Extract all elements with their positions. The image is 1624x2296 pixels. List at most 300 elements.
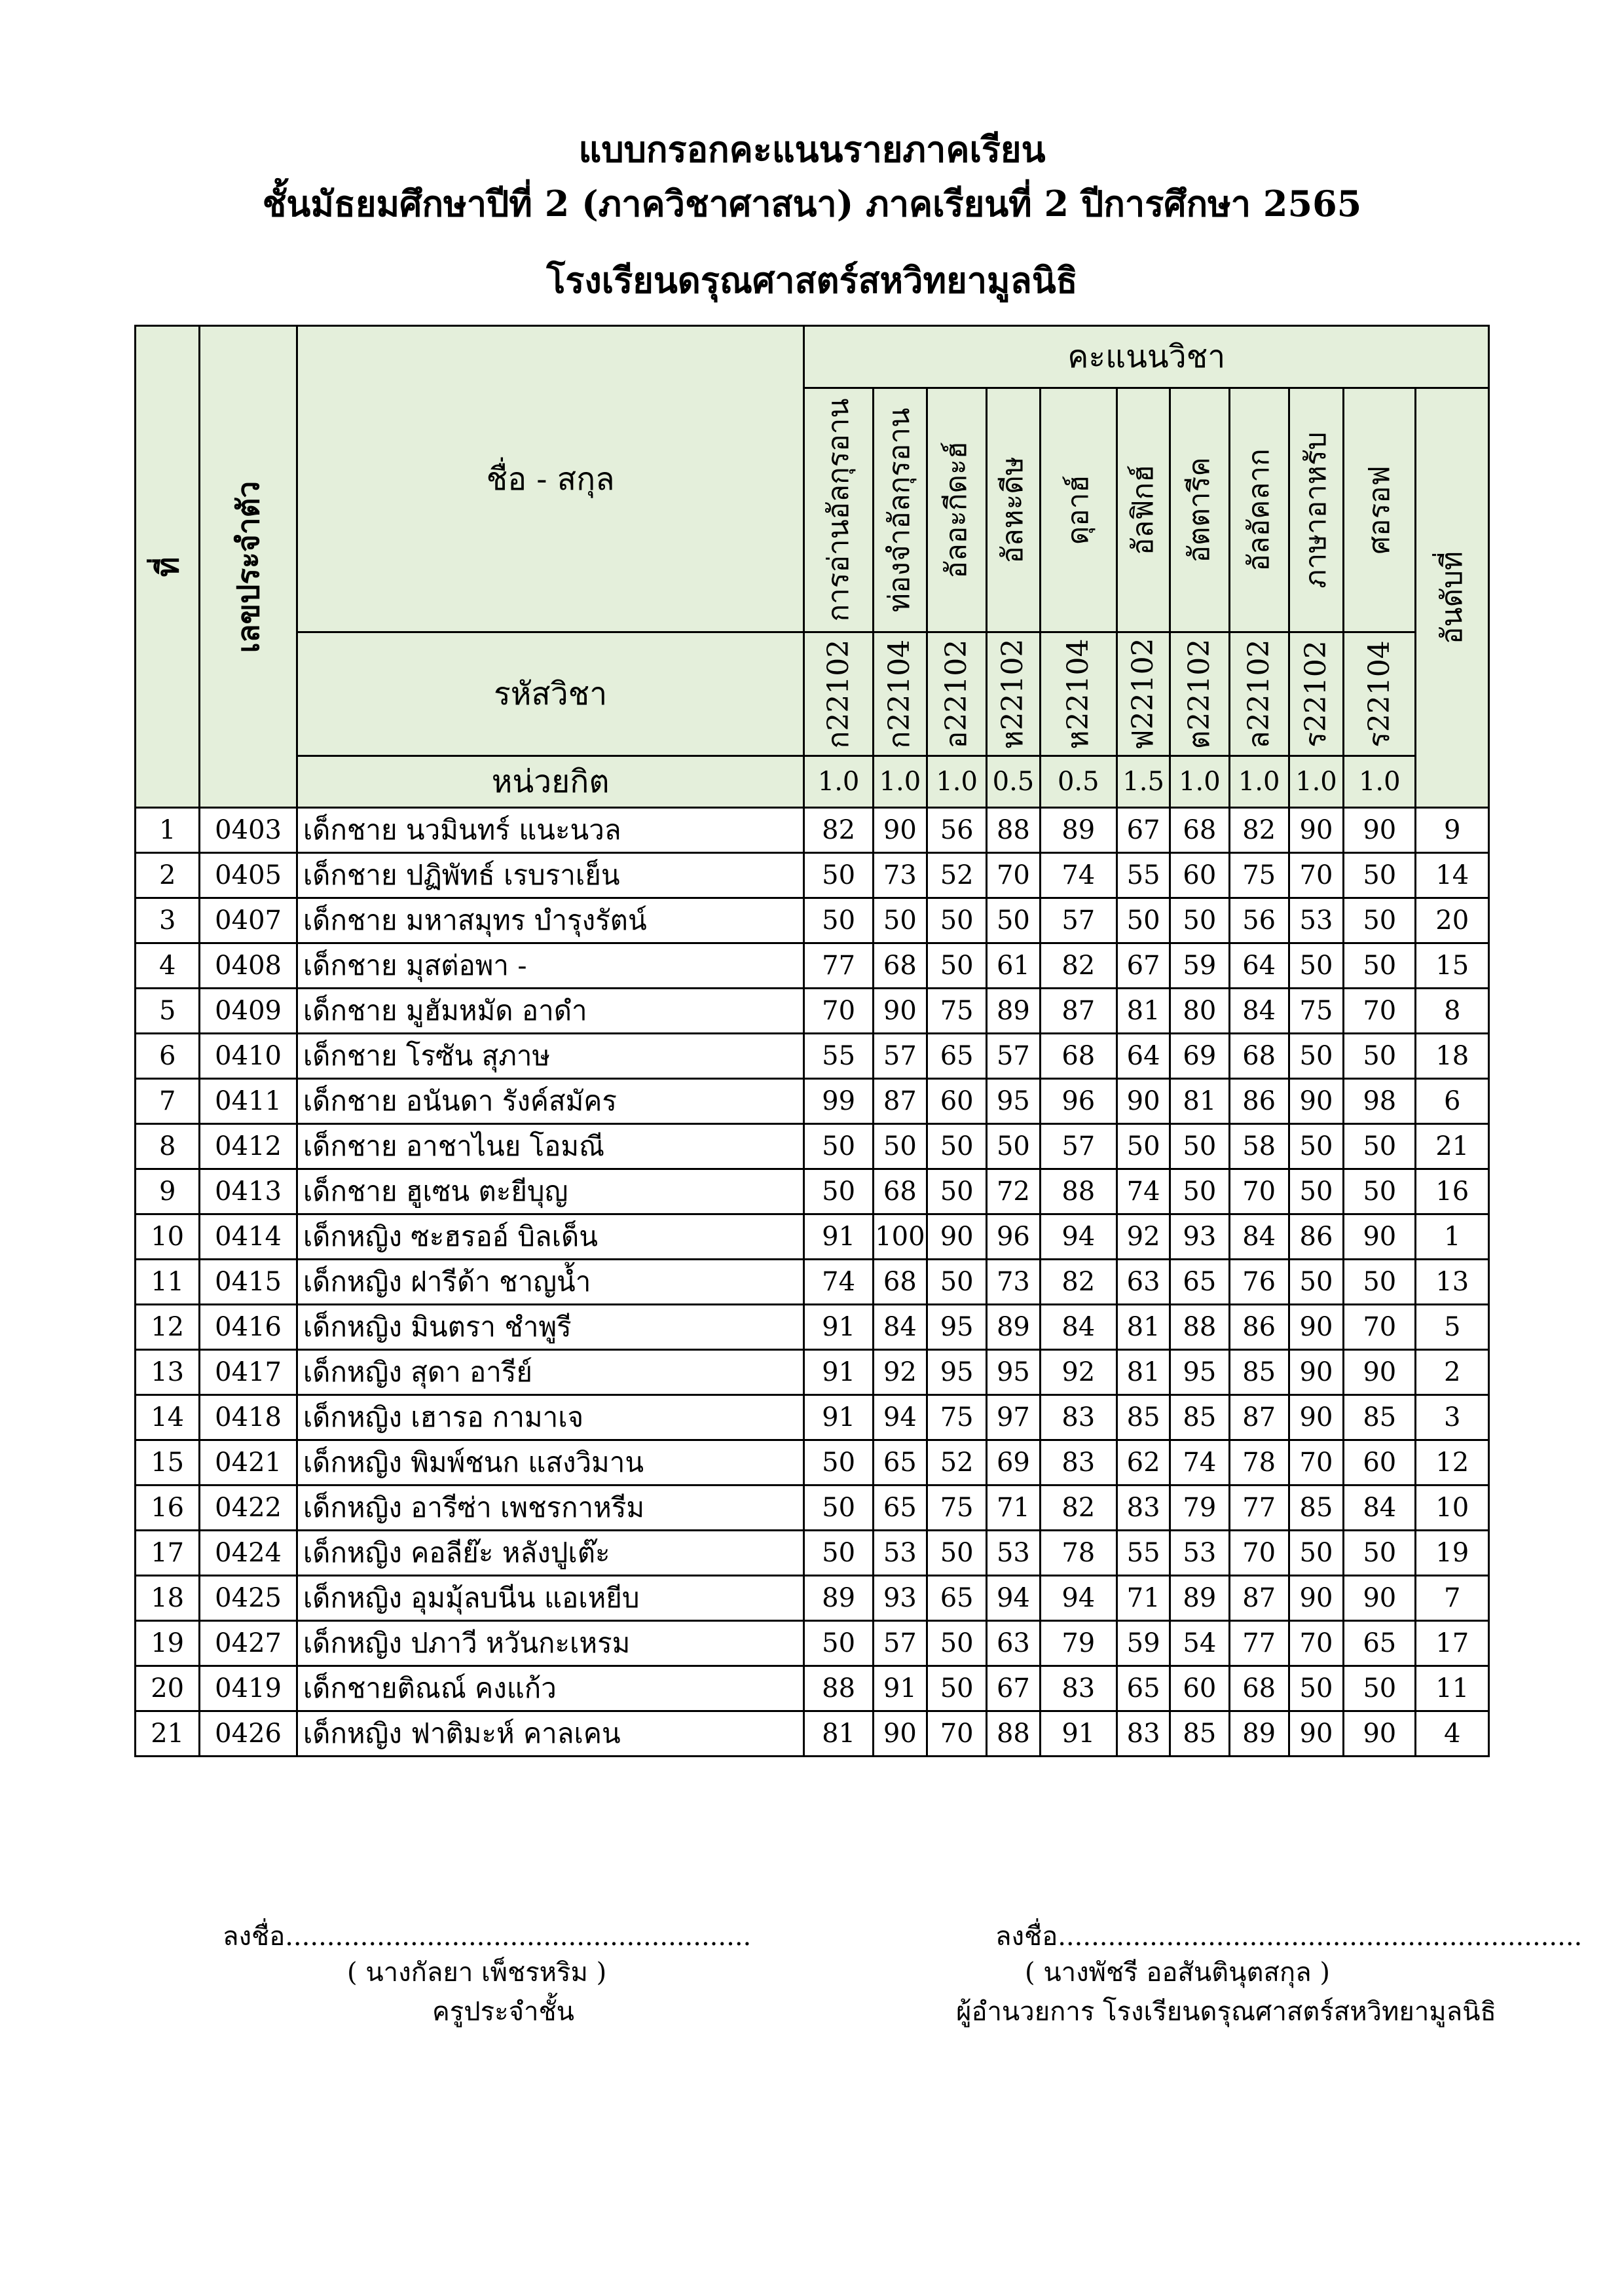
table-row <box>136 1214 1489 1260</box>
score-cell: 81 <box>1170 1079 1229 1124</box>
score-cell: 90 <box>1344 1214 1416 1260</box>
score-cell: 84 <box>1344 1485 1416 1531</box>
score-cell: 90 <box>873 808 927 853</box>
row-no: 8 <box>136 1124 200 1169</box>
score-cell: 84 <box>1040 1305 1116 1350</box>
subject-code-cell <box>1116 632 1170 756</box>
subject-code: ฟ22102 <box>1126 638 1160 750</box>
subject-credit: 1.0 <box>1229 756 1289 808</box>
score-cell: 79 <box>1040 1621 1116 1666</box>
rank-cell: 16 <box>1416 1169 1489 1214</box>
score-cell: 89 <box>987 1305 1040 1350</box>
rank-cell: 6 <box>1416 1079 1489 1124</box>
rank-cell: 17 <box>1416 1621 1489 1666</box>
student-id: 0403 <box>200 808 297 853</box>
score-cell: 88 <box>1170 1305 1229 1350</box>
score-cell: 70 <box>1229 1169 1289 1214</box>
student-name: เด็กชายติณณ์ คงแก้ว <box>297 1666 804 1711</box>
score-cell: 50 <box>1344 1531 1416 1576</box>
row-no: 20 <box>136 1666 200 1711</box>
credit-label: หน่วยกิต <box>297 756 804 808</box>
score-cell: 50 <box>804 1124 873 1169</box>
score-cell: 83 <box>1040 1395 1116 1440</box>
table-row <box>136 1034 1489 1079</box>
score-cell: 65 <box>1116 1666 1170 1711</box>
score-cell: 90 <box>1289 808 1343 853</box>
row-no: 6 <box>136 1034 200 1079</box>
score-cell: 50 <box>1289 1531 1343 1576</box>
student-id: 0417 <box>200 1350 297 1395</box>
student-id: 0405 <box>200 853 297 898</box>
score-cell: 50 <box>804 1440 873 1485</box>
score-cell: 92 <box>1040 1350 1116 1395</box>
score-cell: 90 <box>1344 808 1416 853</box>
score-cell: 50 <box>927 898 987 943</box>
rank-cell: 21 <box>1416 1124 1489 1169</box>
score-cell: 55 <box>804 1034 873 1079</box>
score-cell: 95 <box>987 1079 1040 1124</box>
header-no <box>136 326 200 808</box>
score-cell: 91 <box>1040 1711 1116 1757</box>
score-cell: 67 <box>987 1666 1040 1711</box>
student-id: 0414 <box>200 1214 297 1260</box>
student-id: 0426 <box>200 1711 297 1757</box>
score-cell: 70 <box>1289 1621 1343 1666</box>
subject-code: ก22104 <box>883 639 917 749</box>
header-name: ชื่อ - สกุล <box>297 326 804 632</box>
student-name: เด็กชาย มหาสมุทร บำรุงรัตน์ <box>297 898 804 943</box>
subject-credit: 1.0 <box>1344 756 1416 808</box>
score-cell: 87 <box>1229 1395 1289 1440</box>
score-cell: 86 <box>1289 1214 1343 1260</box>
subject-credit: 0.5 <box>987 756 1040 808</box>
score-cell: 90 <box>873 1711 927 1757</box>
score-cell: 87 <box>1040 989 1116 1034</box>
subject-name-cell <box>927 388 987 632</box>
subject-name-cell <box>1040 388 1116 632</box>
student-name: เด็กหญิง พิมพ์ชนก แสงวิมาน <box>297 1440 804 1485</box>
score-cell: 57 <box>873 1621 927 1666</box>
score-cell: 70 <box>1289 853 1343 898</box>
score-cell: 50 <box>1344 1124 1416 1169</box>
form-title: แบบกรอกคะแนนรายภาคเรียน <box>578 128 1046 170</box>
score-cell: 91 <box>804 1395 873 1440</box>
score-cell: 77 <box>1229 1621 1289 1666</box>
table-row <box>136 1621 1489 1666</box>
score-cell: 50 <box>927 1531 987 1576</box>
score-cell: 94 <box>1040 1214 1116 1260</box>
student-id: 0421 <box>200 1440 297 1485</box>
score-cell: 83 <box>1040 1440 1116 1485</box>
score-cell: 85 <box>1116 1395 1170 1440</box>
header-rank-label: อันดับที่ <box>1435 551 1469 645</box>
score-cell: 50 <box>1116 1124 1170 1169</box>
row-no: 3 <box>136 898 200 943</box>
rank-cell: 5 <box>1416 1305 1489 1350</box>
score-cell: 80 <box>1170 989 1229 1034</box>
score-cell: 89 <box>1229 1711 1289 1757</box>
subject-name-cell <box>1289 388 1343 632</box>
score-cell: 85 <box>1170 1395 1229 1440</box>
score-cell: 70 <box>1289 1440 1343 1485</box>
score-cell: 91 <box>804 1305 873 1350</box>
table-row <box>136 1440 1489 1485</box>
score-cell: 68 <box>1170 808 1229 853</box>
score-cell: 96 <box>987 1214 1040 1260</box>
subject-name-cell <box>1344 388 1416 632</box>
score-cell: 50 <box>987 1124 1040 1169</box>
score-cell: 70 <box>987 853 1040 898</box>
score-cell: 89 <box>1040 808 1116 853</box>
table-row <box>136 808 1489 853</box>
score-cell: 69 <box>1170 1034 1229 1079</box>
score-cell: 77 <box>804 943 873 989</box>
school-name: โรงเรียนดรุณศาสตร์สหวิทยามูลนิธิ <box>546 259 1078 301</box>
score-cell: 50 <box>873 898 927 943</box>
subject-code-cell <box>927 632 987 756</box>
student-id: 0407 <box>200 898 297 943</box>
score-cell: 63 <box>1116 1260 1170 1305</box>
score-cell: 82 <box>1040 943 1116 989</box>
student-id: 0410 <box>200 1034 297 1079</box>
score-cell: 90 <box>927 1214 987 1260</box>
subject-code-cell <box>1289 632 1343 756</box>
score-cell: 50 <box>1170 1169 1229 1214</box>
table-row <box>136 1079 1489 1124</box>
subject-code-cell <box>804 632 873 756</box>
score-cell: 86 <box>1229 1305 1289 1350</box>
score-cell: 95 <box>987 1350 1040 1395</box>
score-cell: 68 <box>873 943 927 989</box>
rank-cell: 4 <box>1416 1711 1489 1757</box>
row-no: 2 <box>136 853 200 898</box>
score-cell: 84 <box>1229 989 1289 1034</box>
subject-name-cell <box>987 388 1040 632</box>
score-cell: 50 <box>1289 1260 1343 1305</box>
rank-cell: 11 <box>1416 1666 1489 1711</box>
score-cell: 50 <box>804 1485 873 1531</box>
score-cell: 73 <box>987 1260 1040 1305</box>
student-name: เด็กชาย โรซัน สุภาษ <box>297 1034 804 1079</box>
student-id: 0419 <box>200 1666 297 1711</box>
score-cell: 65 <box>873 1485 927 1531</box>
student-name: เด็กชาย นวมินทร์ แนะนวล <box>297 808 804 853</box>
score-cell: 60 <box>1344 1440 1416 1485</box>
score-cell: 84 <box>873 1305 927 1350</box>
score-cell: 74 <box>1040 853 1116 898</box>
score-cell: 50 <box>1344 1666 1416 1711</box>
score-cell: 99 <box>804 1079 873 1124</box>
student-name: เด็กหญิง คอลีย๊ะ หลังปูเต๊ะ <box>297 1531 804 1576</box>
score-cell: 94 <box>1040 1576 1116 1621</box>
score-cell: 75 <box>927 1485 987 1531</box>
rank-cell: 8 <box>1416 989 1489 1034</box>
score-cell: 54 <box>1170 1621 1229 1666</box>
score-cell: 57 <box>987 1034 1040 1079</box>
score-cell: 94 <box>873 1395 927 1440</box>
table-row <box>136 1531 1489 1576</box>
header-subject-scores: คะแนนวิชา <box>804 326 1489 388</box>
score-cell: 78 <box>1229 1440 1289 1485</box>
score-cell: 90 <box>1344 1576 1416 1621</box>
subject-code: อ22102 <box>940 639 974 749</box>
score-cell: 57 <box>873 1034 927 1079</box>
score-cell: 50 <box>804 898 873 943</box>
row-no: 17 <box>136 1531 200 1576</box>
score-cell: 75 <box>927 989 987 1034</box>
score-cell: 65 <box>1344 1621 1416 1666</box>
student-id: 0422 <box>200 1485 297 1531</box>
score-cell: 90 <box>1116 1079 1170 1124</box>
score-cell: 70 <box>1344 1305 1416 1350</box>
rank-cell: 18 <box>1416 1034 1489 1079</box>
header-student-id <box>200 326 297 808</box>
score-cell: 57 <box>1040 898 1116 943</box>
score-cell: 50 <box>1344 1260 1416 1305</box>
header-rank <box>1416 388 1489 808</box>
table-row <box>136 943 1489 989</box>
rank-cell: 19 <box>1416 1531 1489 1576</box>
score-cell: 50 <box>1289 1034 1343 1079</box>
score-cell: 81 <box>1116 989 1170 1034</box>
score-cell: 83 <box>1116 1711 1170 1757</box>
score-cell: 50 <box>1344 853 1416 898</box>
row-no: 19 <box>136 1621 200 1666</box>
score-cell: 68 <box>873 1260 927 1305</box>
score-cell: 71 <box>987 1485 1040 1531</box>
subject-credit: 1.0 <box>1170 756 1229 808</box>
score-cell: 55 <box>1116 1531 1170 1576</box>
subject-name: ดุอาฮ์ <box>1061 475 1095 545</box>
score-cell: 85 <box>1170 1711 1229 1757</box>
score-cell: 53 <box>1170 1531 1229 1576</box>
student-id: 0416 <box>200 1305 297 1350</box>
student-id: 0427 <box>200 1621 297 1666</box>
score-cell: 87 <box>1229 1576 1289 1621</box>
score-cell: 85 <box>1344 1395 1416 1440</box>
score-cell: 50 <box>804 1621 873 1666</box>
subject-name: อัตตารีค <box>1182 457 1216 563</box>
score-cell: 84 <box>1229 1214 1289 1260</box>
subject-code: ห22102 <box>996 638 1030 750</box>
score-cell: 53 <box>1289 898 1343 943</box>
score-cell: 50 <box>873 1124 927 1169</box>
score-cell: 60 <box>1170 853 1229 898</box>
table-row <box>136 1395 1489 1440</box>
score-cell: 89 <box>1170 1576 1229 1621</box>
score-cell: 75 <box>927 1395 987 1440</box>
score-cell: 68 <box>1229 1666 1289 1711</box>
student-id: 0415 <box>200 1260 297 1305</box>
score-cell: 95 <box>927 1305 987 1350</box>
score-cell: 97 <box>987 1395 1040 1440</box>
score-cell: 88 <box>987 808 1040 853</box>
left-signer-name: ( นางกัลยา เพ็ชรหริม ) <box>347 1958 607 1988</box>
score-cell: 69 <box>987 1440 1040 1485</box>
score-cell: 98 <box>1344 1079 1416 1124</box>
score-cell: 90 <box>1289 1395 1343 1440</box>
score-cell: 74 <box>804 1260 873 1305</box>
score-cell: 93 <box>873 1576 927 1621</box>
subject-code: ต22102 <box>1182 638 1216 750</box>
score-cell: 95 <box>1170 1350 1229 1395</box>
subject-credit: 0.5 <box>1040 756 1116 808</box>
score-cell: 83 <box>1116 1485 1170 1531</box>
rank-cell: 12 <box>1416 1440 1489 1485</box>
score-cell: 53 <box>873 1531 927 1576</box>
subject-code-cell <box>1170 632 1229 756</box>
student-name: เด็กชาย ปฏิพัทธ์ เรบราเย็น <box>297 853 804 898</box>
rank-cell: 3 <box>1416 1395 1489 1440</box>
table-row <box>136 989 1489 1034</box>
rank-cell: 13 <box>1416 1260 1489 1305</box>
score-cell: 50 <box>927 1666 987 1711</box>
subject-code-cell <box>1344 632 1416 756</box>
score-cell: 81 <box>1116 1305 1170 1350</box>
right-signature-line: ลงชื่อ............................................................... <box>995 1922 1583 1952</box>
subject-code: ร22104 <box>1362 640 1396 748</box>
subject-name-cell <box>873 388 927 632</box>
subject-name: ท่องจำอัลกุรอาน <box>883 407 917 613</box>
row-no: 15 <box>136 1440 200 1485</box>
student-name: เด็กหญิง สุดา อารีย์ <box>297 1350 804 1395</box>
table-row <box>136 1350 1489 1395</box>
subject-credit: 1.0 <box>927 756 987 808</box>
score-cell: 65 <box>873 1440 927 1485</box>
subject-credit: 1.5 <box>1116 756 1170 808</box>
right-signer-name: ( นางพัชรี ออสันตินุตสกุล ) <box>1025 1958 1330 1988</box>
score-cell: 63 <box>987 1621 1040 1666</box>
score-cell: 50 <box>1170 898 1229 943</box>
rank-cell: 7 <box>1416 1576 1489 1621</box>
student-name: เด็กหญิง ฟาติมะห์ คาลเคน <box>297 1711 804 1757</box>
score-cell: 50 <box>804 1531 873 1576</box>
rank-cell: 15 <box>1416 943 1489 989</box>
score-cell: 91 <box>804 1214 873 1260</box>
score-cell: 59 <box>1170 943 1229 989</box>
score-cell: 68 <box>873 1169 927 1214</box>
score-cell: 50 <box>987 898 1040 943</box>
student-id: 0425 <box>200 1576 297 1621</box>
score-cell: 79 <box>1170 1485 1229 1531</box>
score-cell: 67 <box>1116 943 1170 989</box>
subject-name-cell <box>1229 388 1289 632</box>
subject-credit: 1.0 <box>1289 756 1343 808</box>
score-cell: 50 <box>1344 898 1416 943</box>
table-row <box>136 1260 1489 1305</box>
score-cell: 88 <box>987 1711 1040 1757</box>
subject-code-cell <box>987 632 1040 756</box>
student-name: เด็กชาย อนันดา รังค์สมัคร <box>297 1079 804 1124</box>
score-cell: 95 <box>927 1350 987 1395</box>
subject-code: ร22102 <box>1299 640 1333 748</box>
score-cell: 70 <box>804 989 873 1034</box>
student-name: เด็กหญิง ปภาวี หวันกะเหรม <box>297 1621 804 1666</box>
table-row <box>136 898 1489 943</box>
row-no: 11 <box>136 1260 200 1305</box>
score-cell: 50 <box>1344 1034 1416 1079</box>
row-no: 1 <box>136 808 200 853</box>
score-cell: 50 <box>1289 1666 1343 1711</box>
score-cell: 91 <box>804 1350 873 1395</box>
student-id: 0411 <box>200 1079 297 1124</box>
score-cell: 75 <box>1229 853 1289 898</box>
score-cell: 73 <box>873 853 927 898</box>
score-cell: 64 <box>1116 1034 1170 1079</box>
score-cell: 56 <box>1229 898 1289 943</box>
subject-name: ภาษาอาหรับ <box>1299 431 1333 589</box>
score-cell: 50 <box>1170 1124 1229 1169</box>
subject-name-cell <box>1116 388 1170 632</box>
score-cell: 60 <box>1170 1666 1229 1711</box>
score-cell: 90 <box>1289 1305 1343 1350</box>
score-cell: 50 <box>1116 898 1170 943</box>
rank-cell: 2 <box>1416 1350 1489 1395</box>
score-cell: 75 <box>1289 989 1343 1034</box>
row-no: 4 <box>136 943 200 989</box>
score-cell: 53 <box>987 1531 1040 1576</box>
score-cell: 82 <box>1040 1260 1116 1305</box>
row-no: 21 <box>136 1711 200 1757</box>
row-no: 7 <box>136 1079 200 1124</box>
score-cell: 93 <box>1170 1214 1229 1260</box>
header-no-label: ที่ <box>149 556 185 577</box>
score-cell: 67 <box>1116 808 1170 853</box>
student-id: 0408 <box>200 943 297 989</box>
subject-credit: 1.0 <box>873 756 927 808</box>
left-signature-line: ลงชื่อ........................................................ <box>223 1922 752 1952</box>
score-cell: 59 <box>1116 1621 1170 1666</box>
row-no: 5 <box>136 989 200 1034</box>
subject-name: อัลหะดีษ <box>996 456 1030 564</box>
score-cell: 92 <box>1116 1214 1170 1260</box>
score-cell: 78 <box>1040 1531 1116 1576</box>
score-cell: 94 <box>987 1576 1040 1621</box>
student-name: เด็กชาย มุสต่อพา - <box>297 943 804 989</box>
score-cell: 90 <box>1289 1350 1343 1395</box>
student-id: 0424 <box>200 1531 297 1576</box>
score-table <box>134 325 1490 1757</box>
subject-name: การอ่านอัลกุรอาน <box>821 398 855 622</box>
score-cell: 62 <box>1116 1440 1170 1485</box>
score-cell: 81 <box>804 1711 873 1757</box>
header-student-id-label: เลขประจำตัว <box>231 481 267 653</box>
score-cell: 52 <box>927 1440 987 1485</box>
subject-name: อัลอัคลาก <box>1242 448 1276 572</box>
score-cell: 88 <box>804 1666 873 1711</box>
score-cell: 90 <box>1344 1350 1416 1395</box>
score-cell: 50 <box>1344 943 1416 989</box>
student-id: 0418 <box>200 1395 297 1440</box>
student-name: เด็กหญิง อารีซ่า เพชรกาหรีม <box>297 1485 804 1531</box>
score-cell: 82 <box>1040 1485 1116 1531</box>
score-cell: 81 <box>1116 1350 1170 1395</box>
score-cell: 50 <box>1289 1124 1343 1169</box>
score-cell: 90 <box>1289 1576 1343 1621</box>
table-row <box>136 1485 1489 1531</box>
score-cell: 64 <box>1229 943 1289 989</box>
score-cell: 82 <box>804 808 873 853</box>
student-name: เด็กหญิง เฮารอ กามาเจ <box>297 1395 804 1440</box>
score-cell: 68 <box>1229 1034 1289 1079</box>
rank-cell: 14 <box>1416 853 1489 898</box>
left-signer-role: ครูประจำชั้น <box>432 1997 574 2027</box>
score-cell: 50 <box>804 853 873 898</box>
subject-name: อัลอะกีดะฮ์ <box>940 441 974 579</box>
score-cell: 86 <box>1229 1079 1289 1124</box>
table-row <box>136 853 1489 898</box>
subject-code-cell <box>1229 632 1289 756</box>
